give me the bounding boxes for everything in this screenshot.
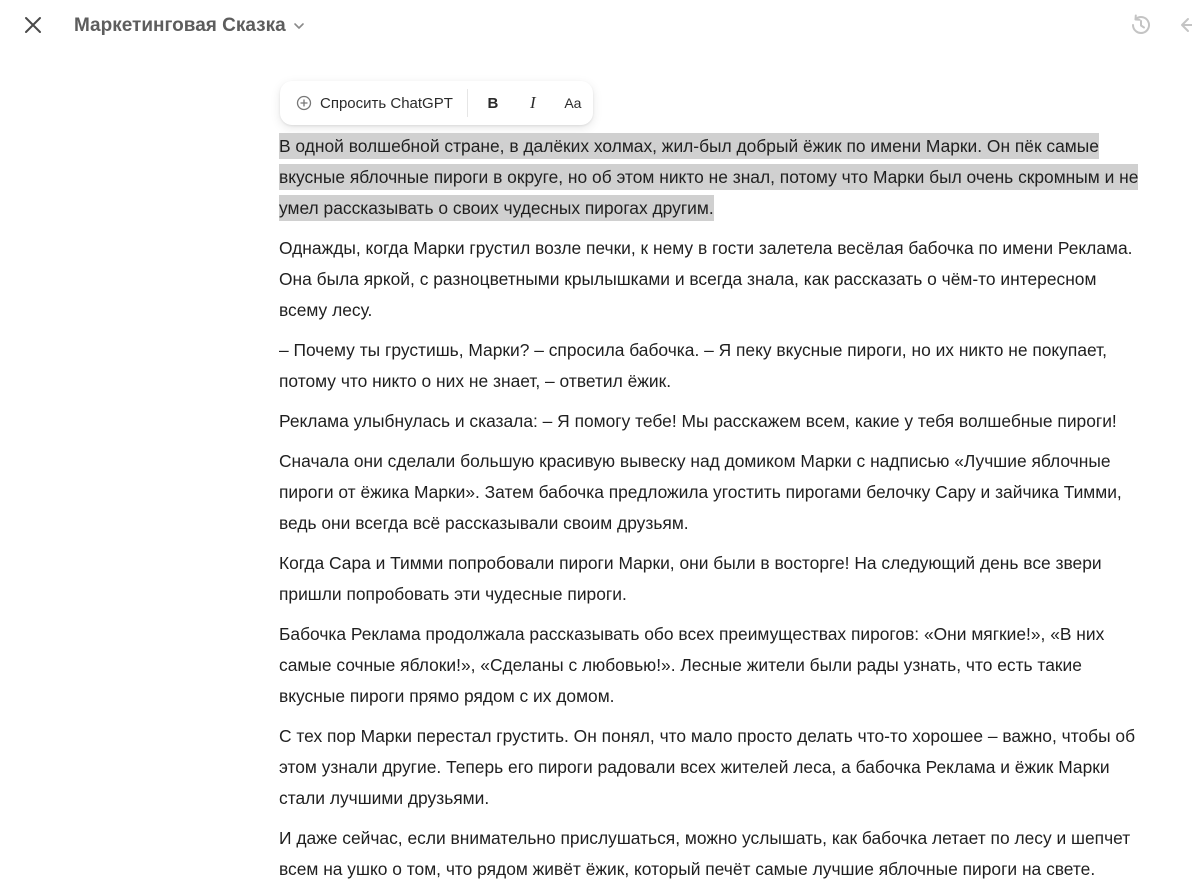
- document-title-dropdown[interactable]: [74, 13, 306, 39]
- text-selection: В одной волшебной стране, в далёких холмах, жил-был добрый ёжик по имени Марки. Он пёк самые вкусные яблочные пироги в округе, но об этом никто не знал, потому что Марки был очень скромным и не умел рассказывать о своих чудесных пирогах другим.: [279, 133, 1138, 221]
- close-button[interactable]: [20, 12, 46, 38]
- arrow-back-icon: [1176, 11, 1192, 39]
- toolbar-divider: [467, 89, 468, 117]
- paragraph[interactable]: С тех пор Марки перестал грустить. Он понял, что мало просто делать что-то хорошее – важно, чтобы об этом узнали другие. Теперь его пироги радовали всех жителей леса, а бабочка Реклама и ёжик Марки стали лучшими друзьями.: [279, 726, 1136, 808]
- selection-toolbar: [280, 81, 593, 125]
- chevron-down-icon: [292, 19, 306, 33]
- italic-button[interactable]: I: [530, 93, 536, 112]
- paragraph[interactable]: Когда Сара и Тимми попробовали пироги Марки, они были в восторге! На следующий день все звери пришли попробовать эти чудесные пироги.: [279, 553, 1102, 604]
- paragraph[interactable]: Однажды, когда Марки грустил возле печки, к нему в гости залетела весёлая бабочка по имени Реклама. Она была яркой, с разноцветными крылышками и всегда знала, как рассказать о чём-то интересном всему лесу.: [279, 238, 1133, 320]
- paragraph[interactable]: Сначала они сделали большую красивую вывеску над домиком Марки с надписью «Лучшие яблочные пироги от ёжика Марки». Затем бабочка предложила угостить пирогами белочку Сару и зайчика Тимми, ведь они всегда всё рассказывали своим друзьям.: [279, 451, 1122, 533]
- paragraph[interactable]: Бабочка Реклама продолжала рассказывать обо всех преимуществах пирогов: «Они мягкие!», «В них самые сочные яблоки!», «Сделаны с любовью!». Лесные жители были рады узнать, что есть такие вкусные пироги прямо рядом с их домом.: [279, 624, 1105, 706]
- history-icon: [1127, 11, 1155, 39]
- close-icon: [24, 16, 42, 34]
- paragraph-selected[interactable]: [279, 131, 1149, 224]
- ask-chatgpt-label: Спросить ChatGPT: [320, 94, 453, 112]
- paragraph[interactable]: – Почему ты грустишь, Марки? – спросила бабочка. – Я пеку вкусные пироги, но их никто не покупает, потому что никто о них не знает, – ответил ёжик.: [279, 340, 1107, 391]
- document-title: Маркетинговая Сказка: [74, 15, 286, 36]
- paragraph[interactable]: Реклама улыбнулась и сказала: – Я помогу тебе! Мы расскажем всем, какие у тебя волшебные пироги!: [279, 411, 1117, 431]
- back-button[interactable]: [1176, 11, 1192, 39]
- bold-button[interactable]: B: [487, 94, 499, 112]
- document-body[interactable]: [279, 131, 1149, 894]
- top-bar: [0, 0, 1192, 52]
- plus-circle-icon: [296, 95, 312, 111]
- history-button[interactable]: [1127, 11, 1155, 39]
- ask-chatgpt-button[interactable]: [280, 81, 467, 125]
- text-size-button[interactable]: Aa: [564, 95, 582, 111]
- paragraph[interactable]: И даже сейчас, если внимательно прислушаться, можно услышать, как бабочка летает по лесу и шепчет всем на ушко о том, что рядом живёт ёжик, который печёт самые лучшие яблочные пироги на свете.: [279, 828, 1131, 879]
